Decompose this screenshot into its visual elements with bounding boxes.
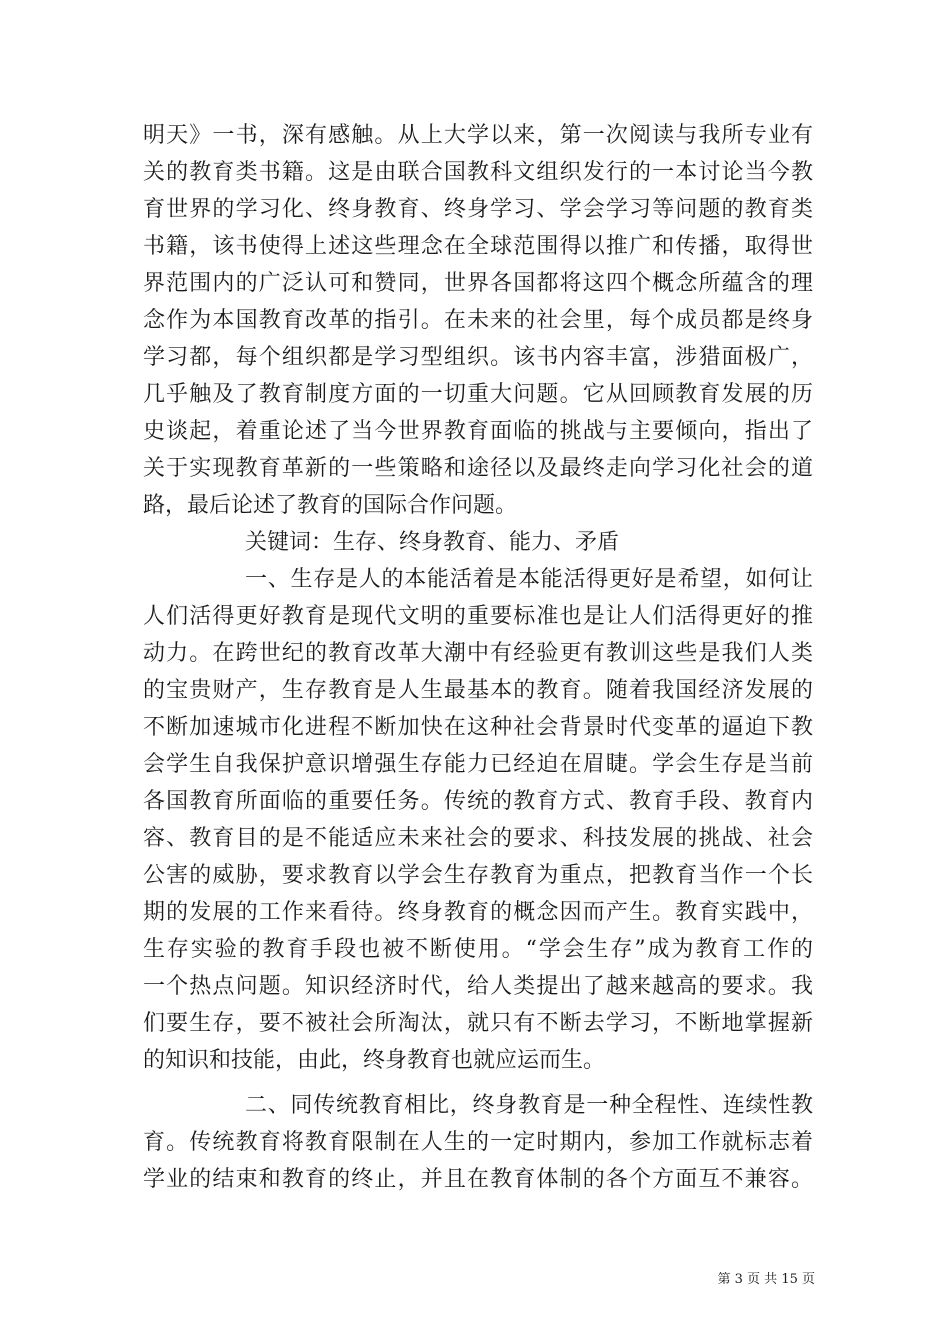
section-2-paragraph [143,1087,813,1198]
text-line: 二、同传统教育相比，终身教育是一种全程性、连续性教 [245,1093,813,1118]
text-line: 生存实验的教育手段也被不断使用。“学会生存”成为教育工作的 [143,937,813,962]
text-line: 动力。在跨世纪的教育改革大潮中有经验更有教训这些是我们人类 [143,641,813,666]
text-line: 的知识和技能，由此，终身教育也就应运而生。 [143,1048,606,1073]
text-line: 育世界的学习化、终身教育、终身学习、学会学习等问题的教育类 [143,197,813,222]
text-line: 容、教育目的是不能适应未来社会的要求、科技发展的挑战、社会 [143,826,813,851]
text-line: 公害的威胁，要求教育以学会生存教育为重点，把教育当作一个长 [143,863,813,888]
text-line: 明天》一书，深有感触。从上大学以来，第一次阅读与我所专业有 [143,123,813,148]
text-line: 不断加速城市化进程不断加快在这种社会背景时代变革的逼迫下教 [143,715,813,740]
text-line: 一、生存是人的本能活着是本能活得更好是希望，如何让 [245,567,813,592]
text-line: 育。传统教育将教育限制在人生的一定时期内，参加工作就标志着 [143,1130,813,1155]
intro-paragraph [143,117,813,524]
text-line: 书籍，该书使得上述这些理念在全球范围得以推广和传播，取得世 [143,234,813,259]
text-line: 几乎触及了教育制度方面的一切重大问题。它从回顾教育发展的历 [143,382,813,407]
text-line: 界范围内的广泛认可和赞同，世界各国都将这四个概念所蕴含的理 [143,271,813,296]
page-number-footer: 第 3 页 共 15 页 [717,1272,815,1287]
text-line: 关的教育类书籍。这是由联合国教科文组织发行的一本讨论当今教 [143,160,813,185]
text-line: 学业的结束和教育的终止，并且在教育体制的各个方面互不兼容。 [143,1167,813,1192]
text-line: 期的发展的工作来看待。终身教育的概念因而产生。教育实践中， [143,900,813,925]
body-text [143,117,813,1198]
text-line: 一个热点问题。知识经济时代，给人类提出了越来越高的要求。我 [143,974,813,999]
text-line: 会学生自我保护意识增强生存能力已经迫在眉睫。学会生存是当前 [143,752,813,777]
text-line: 念作为本国教育改革的指引。在未来的社会里，每个成员都是终身 [143,308,813,333]
text-line: 学习都，每个组织都是学习型组织。该书内容丰富，涉猎面极广， [143,345,813,370]
text-line: 关于实现教育革新的一些策略和途径以及最终走向学习化社会的道 [143,456,813,481]
text-line: 人们活得更好教育是现代文明的重要标准也是让人们活得更好的推 [143,604,813,629]
text-line: 史谈起，着重论述了当今世界教育面临的挑战与主要倾向，指出了 [143,419,813,444]
text-line: 路，最后论述了教育的国际合作问题。 [143,493,518,518]
text-line: 们要生存，要不被社会所淘汰，就只有不断去学习，不断地掌握新 [143,1011,813,1036]
text-line: 的宝贵财产，生存教育是人生最基本的教育。随着我国经济发展的 [143,678,813,703]
section-1-paragraph [143,561,813,1079]
paragraph-gap [143,1079,813,1087]
text-line: 各国教育所面临的重要任务。传统的教育方式、教育手段、教育内 [143,789,813,814]
keywords-line: 关键词：生存、终身教育、能力、矛盾 [245,530,620,555]
